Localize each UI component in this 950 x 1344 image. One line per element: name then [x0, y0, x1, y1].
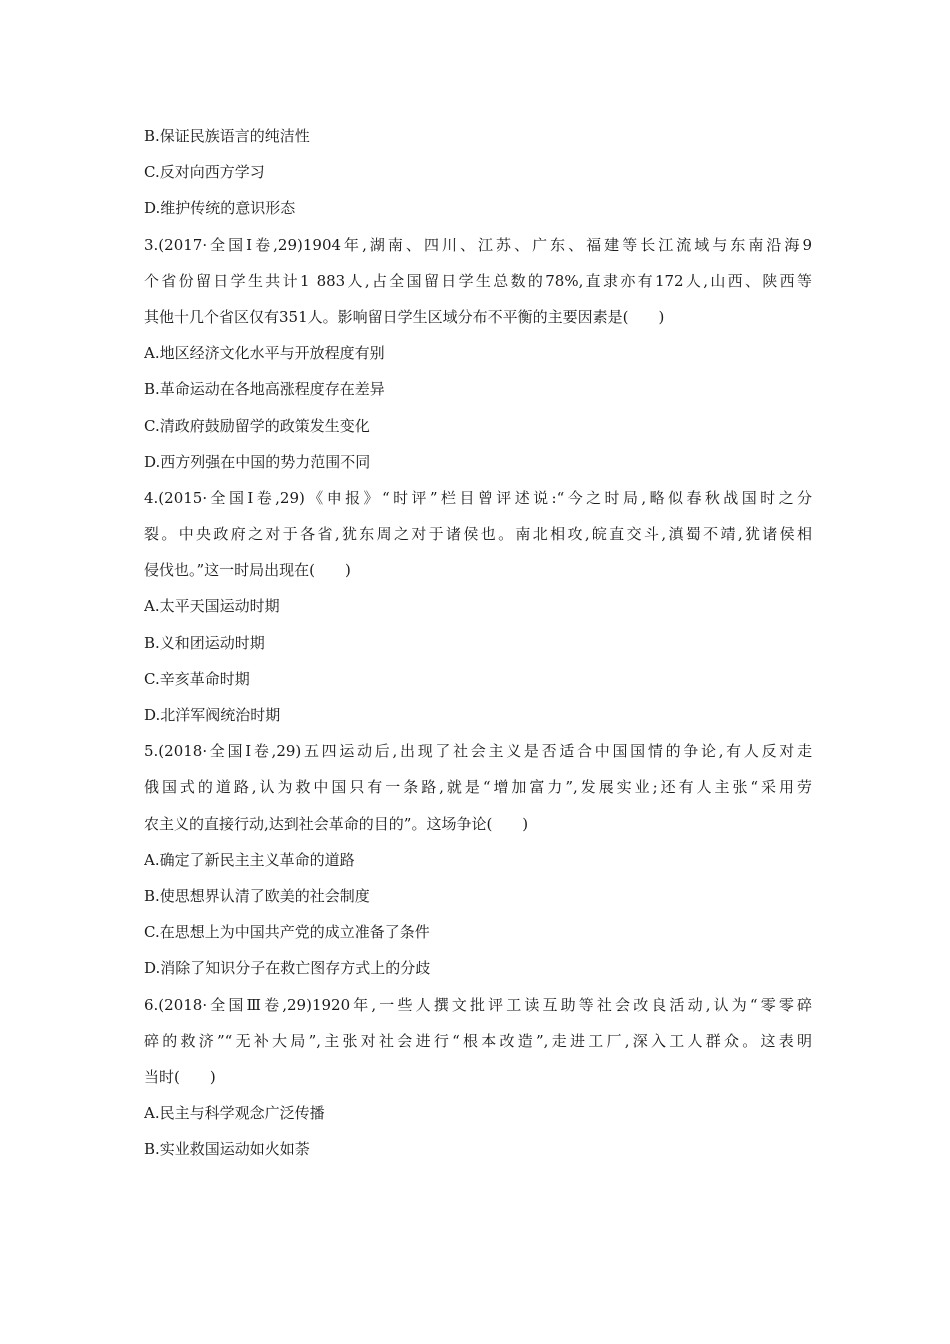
answer-option: B.实业救国运动如火如荼: [144, 1140, 310, 1159]
answer-option: C.在思想上为中国共产党的成立准备了条件: [144, 923, 430, 942]
answer-option: A.确定了新民主主义革命的道路: [144, 850, 355, 869]
question-stem-line: 农主义的直接行动,达到社会革命的目的”。这场争论( ): [144, 814, 529, 833]
question-stem-line: 其他十几个省区仅有351人。影响留日学生区域分布不平衡的主要因素是( ): [144, 307, 665, 326]
question-stem-line: 裂。中央政府之对于各省,犹东周之对于诸侯也。南北相攻,皖直交斗,滇蜀不靖,犹诸侯相: [144, 525, 812, 544]
answer-option: D.北洋军阀统治时期: [144, 706, 281, 724]
answer-option: D.维护传统的意识形态: [144, 199, 296, 218]
answer-option: B.义和团运动时期: [144, 633, 265, 652]
answer-option: A.民主与科学观念广泛传播: [144, 1104, 325, 1123]
question-stem-line: 俄国式的道路,认为救中国只有一条路,就是“增加富力”,发展实业;还有人主张“采用劳: [144, 778, 812, 797]
question-stem-line: 3.(2017·全国Ⅰ卷,29)1904年,湖南、四川、江苏、广东、福建等长江流域与东南沿海9: [144, 235, 812, 254]
question-stem-line: 个省份留日学生共计1 883人,占全国留日学生总数的78%,直隶亦有172人,山西、陕西等: [144, 271, 812, 290]
question-stem-line: 5.(2018·全国Ⅰ卷,29)五四运动后,出现了社会主义是否适合中国国情的争论,有人反对走: [144, 742, 812, 761]
question-stem-line: 4.(2015·全国Ⅰ卷,29)《申报》“时评”栏目曾评述说:“今之时局,略似春秋战国时之分: [144, 488, 812, 507]
document-page: [144, 118, 812, 1167]
answer-option: C.反对向西方学习: [144, 163, 265, 182]
answer-option: A.地区经济文化水平与开放程度有别: [144, 344, 385, 363]
question-stem-line: 侵伐也。”这一时局出现在( ): [144, 561, 351, 580]
answer-option: D.西方列强在中国的势力范围不同: [144, 452, 371, 471]
question-stem-line: 6.(2018·全国Ⅲ卷,29)1920年,一些人撰文批评工读互助等社会改良活动,认为“零零碎: [144, 995, 812, 1014]
answer-option: A.太平天国运动时期: [144, 597, 280, 616]
answer-option: D.消除了知识分子在救亡图存方式上的分歧: [144, 959, 431, 978]
answer-option: C.辛亥革命时期: [144, 669, 250, 688]
question-stem-line: 碎的救济”“无补大局”,主张对社会进行“根本改造”,走进工厂,深入工人群众。这表明: [144, 1031, 812, 1050]
question-stem-line: 当时( ): [144, 1067, 216, 1086]
answer-option: B.保证民族语言的纯洁性: [144, 127, 310, 145]
answer-option: C.清政府鼓励留学的政策发生变化: [144, 416, 370, 435]
answer-option: B.使思想界认清了欧美的社会制度: [144, 886, 370, 905]
answer-option: B.革命运动在各地高涨程度存在差异: [144, 380, 385, 399]
